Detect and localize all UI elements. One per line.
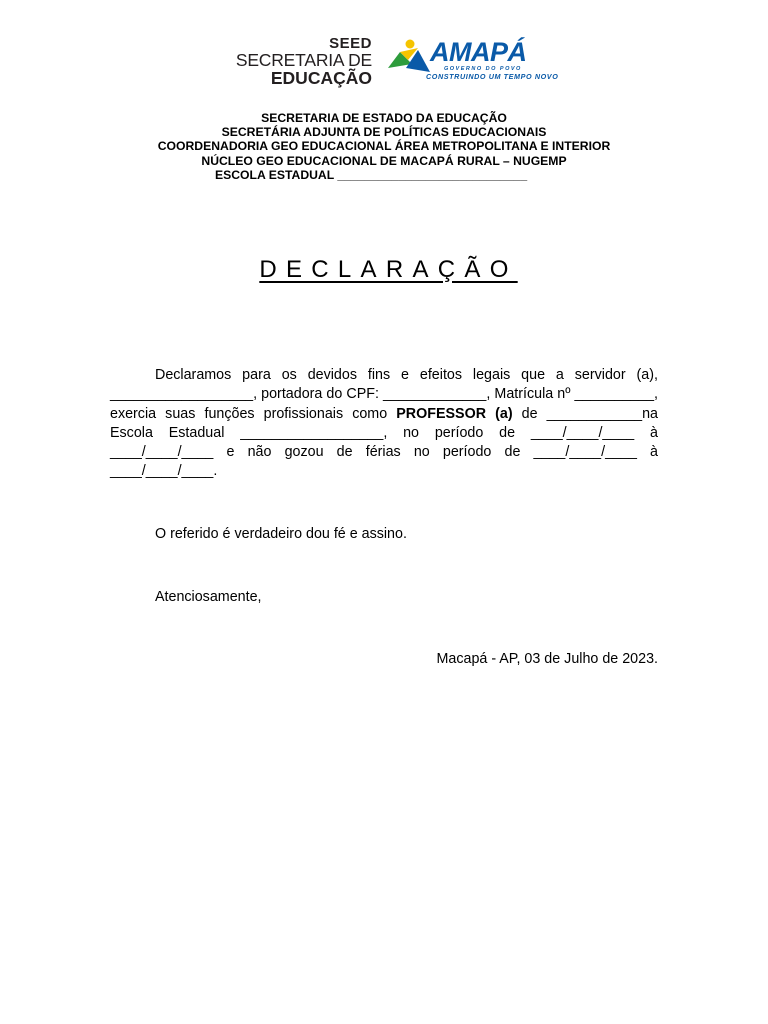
- declaration-paragraph: [110, 366, 658, 482]
- amapa-tagline: CONSTRUINDO UM TEMPO NOVO: [426, 72, 559, 81]
- amapa-name: AMAPÁ: [430, 37, 527, 67]
- body-part-2: de ____________na Escola Estadual __________________, no período de ____/____/____ à ____/____/____ e não gozou de férias no período de ____/____/____ à ____/____/____.: [110, 405, 658, 480]
- amapa-logo: [386, 37, 559, 82]
- document-title-wrap: [0, 256, 768, 284]
- seed-line2: EDUCAÇÃO: [270, 67, 372, 88]
- header-line-1: SECRETARIA DE ESTADO DA EDUCAÇÃO: [261, 111, 507, 125]
- seed-logo: [214, 36, 372, 87]
- header-line-2: SECRETÁRIA ADJUNTA DE POLÍTICAS EDUCACIONAIS: [221, 125, 547, 140]
- header-line-3: COORDENADORIA GEO EDUCACIONAL ÁREA METROPOLITANA E INTERIOR: [157, 139, 611, 154]
- header-line-5: ESCOLA ESTADUAL ____________________________: [215, 167, 528, 182]
- amapa-subtitle: GOVERNO DO POVO: [444, 66, 522, 72]
- seed-line1: SECRETARIA DE: [235, 50, 372, 70]
- date-line: Macapá - AP, 03 de Julho de 2023.: [436, 651, 658, 667]
- document-title: DECLARAÇÃO: [259, 256, 518, 283]
- header-line-4: NÚCLEO GEO EDUCACIONAL DE MACAPÁ RURAL – NUGEMP: [201, 153, 567, 168]
- seed-acronym: SEED: [329, 35, 372, 52]
- document-header: [0, 111, 768, 182]
- body-part-1: Declaramos para os devidos fins e efeitos legais que a servidor (a), __________________, portadora do CPF: _____________, Matrícula nº __________, exercia suas funções profissionais como: [110, 367, 658, 422]
- closing-text: Atenciosamente,: [155, 589, 262, 605]
- body-role: PROFESSOR (a): [396, 405, 513, 422]
- statement-text: O referido é verdadeiro dou fé e assino.: [155, 526, 407, 542]
